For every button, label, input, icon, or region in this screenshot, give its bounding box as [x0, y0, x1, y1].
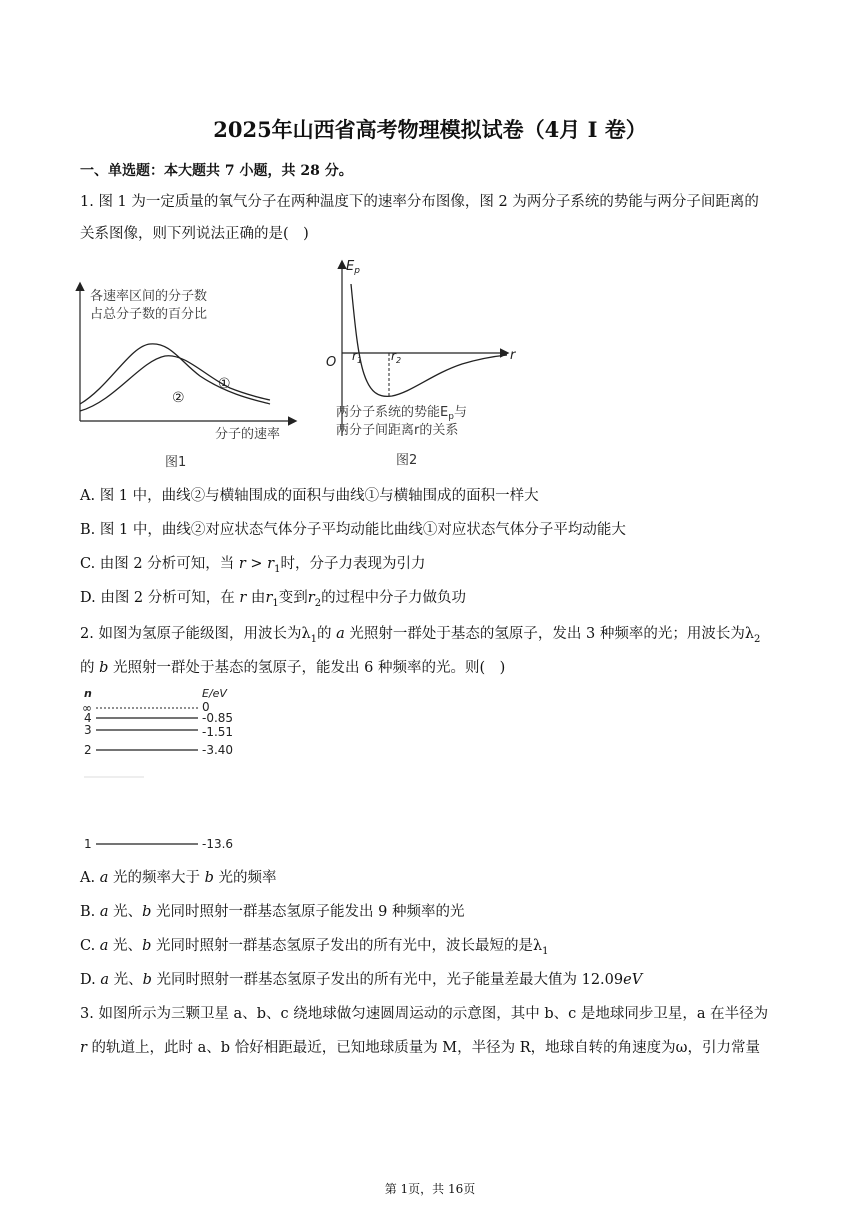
- level-n-3: 3: [84, 723, 92, 737]
- fig1-ylabel-line2: 占总分子数的百分比: [90, 307, 208, 322]
- q3-stem-line2: r 的轨道上，此时 a、b 恰好相距最近，已知地球质量为 M，半径为 R，地球自转的角速度为ω，引力常量: [80, 1040, 760, 1056]
- q2-option-c: C. a 光、b 光同时照射一群基态氢原子发出的所有光中，波长最短的是$\lambda_1$: [80, 938, 549, 957]
- fig1-curve-1-label: ①: [218, 376, 231, 392]
- q1-option-b: B. 图 1 中，曲线②对应状态气体分子平均动能比曲线①对应状态气体分子平均动能大: [80, 522, 626, 538]
- q2-stem-line1: 2. 如图为氢原子能级图，用波长为$\lambda_1$的 a 光照射一群处于基态的氢原子，发出 3 种频率的光；用波长为$\lambda_2$: [80, 626, 761, 645]
- fig1-xlabel: 分子的速率: [215, 427, 281, 442]
- fig2-desc-line2: 两分子间距离r的关系: [336, 423, 459, 438]
- q1-option-d: D. 由图 2 分析可知，在 r 由$r_1$变到$r_2$的过程中分子力做负功: [80, 590, 467, 609]
- fig1-caption: 图1: [165, 455, 187, 470]
- level-e-3: -1.51: [202, 725, 234, 739]
- fig2-r2-label: $r_2$: [391, 349, 402, 365]
- q2-stem-line2: 的 b 光照射一群处于基态的氢原子，能发出 6 种频率的光。则( ): [80, 660, 506, 676]
- figure-1-speed-distribution: [70, 276, 310, 476]
- fig1-curve-2-label: ②: [172, 390, 185, 406]
- fig2-desc-line1: 两分子系统的势能$E_p$与: [336, 405, 467, 422]
- page-title: 2025年山西省高考物理模拟试卷（4月 I 卷）: [213, 117, 647, 142]
- level-e-inf: 0: [202, 700, 210, 714]
- level-e-2: -3.40: [202, 743, 234, 757]
- n-header: n: [84, 687, 92, 700]
- hydrogen-energy-level-diagram: [80, 684, 260, 854]
- fig1-ylabel-line1: 各速率区间的分子数: [90, 289, 208, 304]
- fig2-caption: 图2: [396, 453, 418, 468]
- level-n-4: 4: [84, 711, 92, 725]
- level-e-4: -0.85: [202, 711, 234, 725]
- q1-stem-line1: 1. 图 1 为一定质量的氧气分子在两种温度下的速率分布图像，图 2 为两分子系统的势能与两分子间距离的: [80, 194, 759, 210]
- level-n-inf: ∞: [82, 701, 92, 715]
- q2-option-d: D. a 光、b 光同时照射一群基态氢原子发出的所有光中，光子能量差最大值为 12.09eV: [80, 972, 643, 988]
- fig2-x-label: r: [510, 348, 516, 363]
- fig2-origin: O: [326, 355, 337, 370]
- energy-header: E/eV: [202, 687, 227, 700]
- figure-2-potential-energy: [322, 256, 532, 476]
- q1-option-a: A. 图 1 中，曲线②与横轴围成的面积与曲线①与横轴围成的面积一样大: [80, 488, 539, 504]
- q3-stem-line1: 3. 如图所示为三颗卫星 a、b、c 绕地球做匀速圆周运动的示意图，其中 b、c 是地球同步卫星，a 在半径为: [80, 1006, 769, 1022]
- section-heading: 一、单选题：本大题共 7 小题，共 28 分。: [80, 163, 353, 179]
- fig2-r1-label: $r_1$: [352, 349, 363, 365]
- page-footer: 第 1页，共 16页: [384, 1182, 476, 1196]
- level-n-1: 1: [84, 837, 92, 851]
- fig2-curve: [351, 284, 507, 396]
- q2-option-a: A. a 光的频率大于 b 光的频率: [80, 870, 277, 886]
- level-n-2: 2: [84, 743, 92, 757]
- q1-option-c: C. 由图 2 分析可知，当 $r > r_1$时，分子力表现为引力: [80, 556, 426, 575]
- level-e-1: -13.6: [202, 837, 234, 851]
- q1-stem-line2: 关系图像，则下列说法正确的是( ): [80, 226, 309, 242]
- fig2-ylabel: $E_p$: [346, 259, 360, 276]
- q2-option-b: B. a 光、b 光同时照射一群基态氢原子能发出 9 种频率的光: [80, 904, 465, 920]
